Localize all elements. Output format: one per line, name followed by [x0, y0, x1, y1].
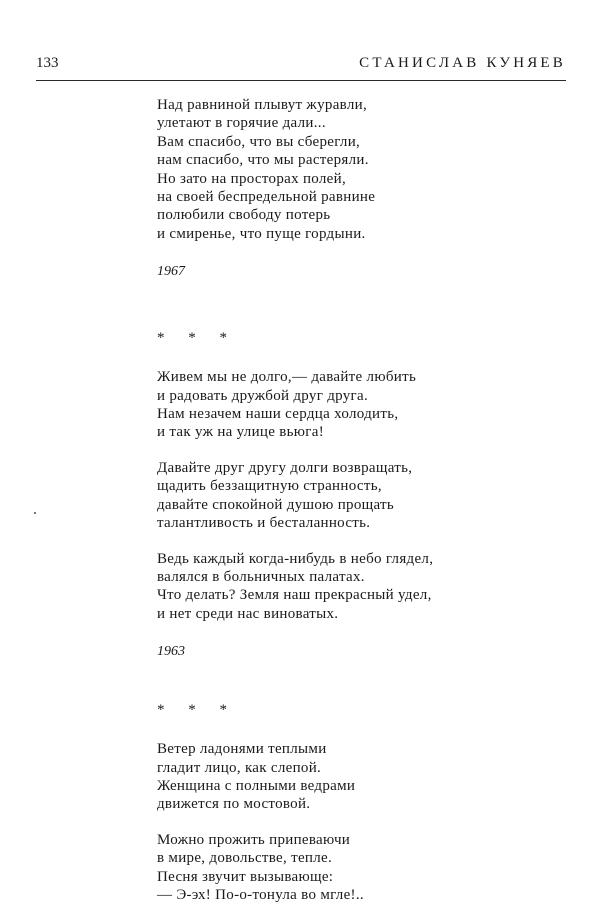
poem-line: полюбили свободу потерь	[157, 207, 331, 224]
poem2-stars-separator: * * *	[157, 330, 237, 347]
poem-line: Женщина с полными ведрами	[157, 777, 356, 794]
page-number: 133	[36, 55, 59, 71]
poem1-date: 1967	[157, 264, 185, 280]
poem-line: гладит лицо, как слепой.	[157, 759, 322, 776]
poem-line: Ветер ладонями теплыми	[157, 741, 327, 758]
poem-line: талантливость и бесталанность.	[157, 515, 371, 532]
poem-line: давайте спокойной душою прощать	[157, 496, 395, 513]
poem-line: Живем мы не долго,— давайте любить	[157, 369, 417, 386]
poem-line: Но зато на просторах полей,	[157, 170, 346, 187]
poem-line: Над равниной плывут журавли,	[157, 97, 368, 113]
poem-line: Ведь каждый когда-нибудь в небо глядел,	[157, 550, 434, 567]
poem-line: валялся в больничных палатах.	[157, 568, 365, 585]
poem-line: Что делать? Земля наш прекрасный удел,	[157, 587, 432, 604]
poem-line: Давайте друг другу долги возвращать,	[157, 459, 413, 476]
poem2-stanza2	[157, 459, 567, 533]
poem-line: улетают в горячие дали...	[157, 115, 326, 132]
poem-line: в мире, довольстве, тепле.	[157, 850, 333, 867]
scan-speck	[34, 512, 36, 514]
poem3-stanza1	[157, 740, 567, 814]
poem-line: движется по мостовой.	[157, 796, 311, 813]
poem1-stanza1	[157, 96, 567, 243]
running-head-author: СТАНИСЛАВ КУНЯЕВ	[359, 55, 566, 71]
poem-line: и радовать дружбой друг друга.	[157, 387, 369, 404]
poem-line: щадить беззащитную странность,	[157, 478, 382, 495]
poem-line: Нам незачем наши сердца холодить,	[157, 406, 399, 423]
poem3-stanza2	[157, 831, 567, 905]
poem2-date: 1963	[157, 644, 185, 660]
poem-line: и смиренье, что пуще гордыни.	[157, 225, 366, 242]
poem-line: и нет среди нас виноватых.	[157, 605, 339, 622]
poem2-stanza3	[157, 550, 567, 624]
poem-line: нам спасибо, что мы растеряли.	[157, 152, 369, 169]
poem2-stanza1	[157, 368, 567, 442]
poem-line: Песня звучит вызывающе:	[157, 868, 334, 885]
poem3-stars-separator: * * *	[157, 702, 237, 719]
page-header	[36, 55, 566, 79]
poem-line: на своей беспредельной равнине	[157, 189, 376, 206]
poems-body	[157, 96, 567, 904]
poem-line: Вам спасибо, что вы сберегли,	[157, 133, 361, 150]
poem-line: — Э-эх! По-о-тонула во мгле!..	[157, 886, 364, 903]
poem-line: Можно прожить припеваючи	[157, 831, 351, 848]
poem-line: и так уж на улице вьюга!	[157, 424, 324, 441]
header-rule	[36, 80, 566, 81]
